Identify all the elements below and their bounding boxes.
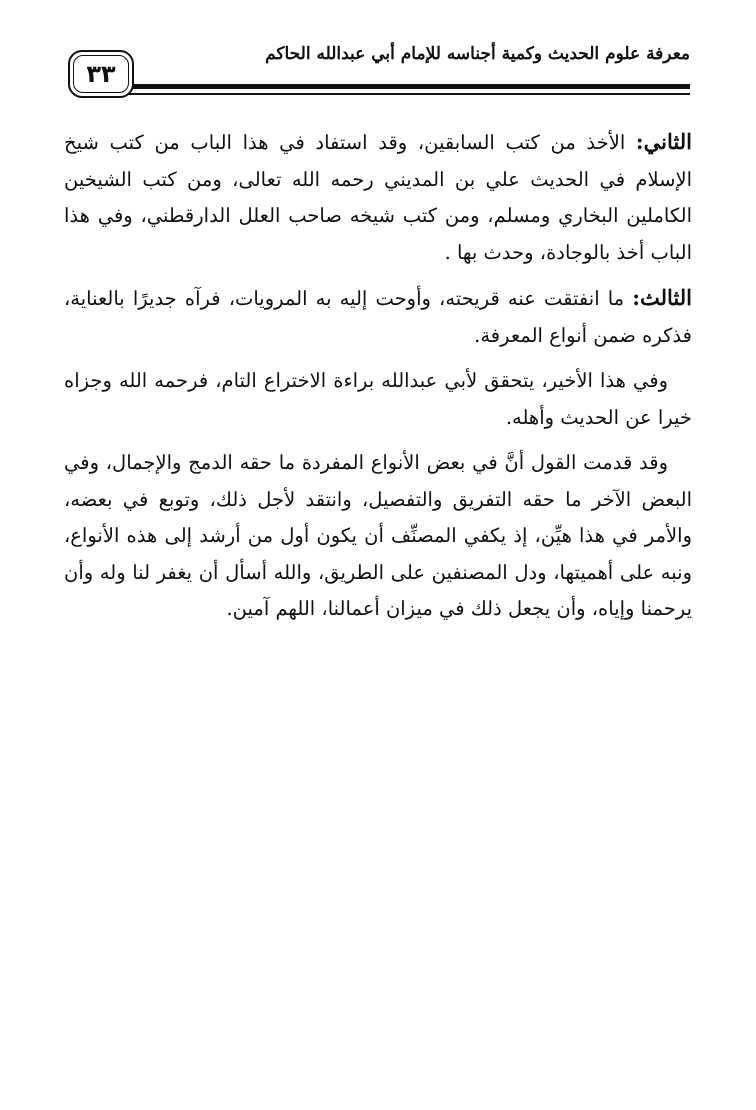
page-number: ٣٣ [86,60,116,88]
paragraph-second [64,124,692,271]
paragraph-closing [64,445,692,628]
paragraph-lead: الثاني: [635,129,692,154]
header-rule-thick [128,84,690,89]
paragraph-text: وقد قدمت القول أنَّ في بعض الأنواع المفردة ما حقه الدمج والإجمال، وفي البعض الآخر ما حقه التفريق والتفصيل، وانتقد لأجل ذلك، وتوبع في بعضه، والأمر في هذا هيِّن، إذ يكفي المصنِّف أن يكون أول من أرشد إلى هذه الأنواع، ونبه على أهميتها، ودل المصنفين على الطريق، والله أسأل أن يغفر لنا وله وأن يرحمنا وإياه، وأن يجعل ذلك في ميزان أعمالنا، اللهم آمين. [64,451,692,620]
running-header [68,40,690,110]
paragraph-third [64,280,692,354]
paragraph-lead: الثالث: [632,285,692,310]
paragraph-text: وفي هذا الأخير، يتحقق لأبي عبدالله براءة الاختراع التام، فرحمه الله وجزاه خيرا عن الحديث وأهله. [64,369,692,429]
body-text [64,124,692,637]
header-rule-thin [128,93,690,95]
paragraph-text: الأخذ من كتب السابقين، وقد استفاد في هذا الباب من كتب شيخ الإسلام في الحديث علي بن المديني رحمه الله تعالى، ومن كتب الشيخين الكاملين البخاري ومسلم، ومن كتب شيخه صاحب العلل الدارقطني، وفي هذا الباب أخذ بالوجادة، وحدث بها . [64,131,692,264]
paragraph-text: ما انفتقت عنه قريحته، وأوحت إليه به المرويات، فرآه جديرًا بالعناية، فذكره ضمن أنواع المعرفة. [64,287,692,347]
paragraph-conclusion [64,363,692,436]
page-number-frame [68,50,134,98]
running-title: معرفة علوم الحديث وكمية أجناسه للإمام أبي عبدالله الحاكم [265,44,690,64]
